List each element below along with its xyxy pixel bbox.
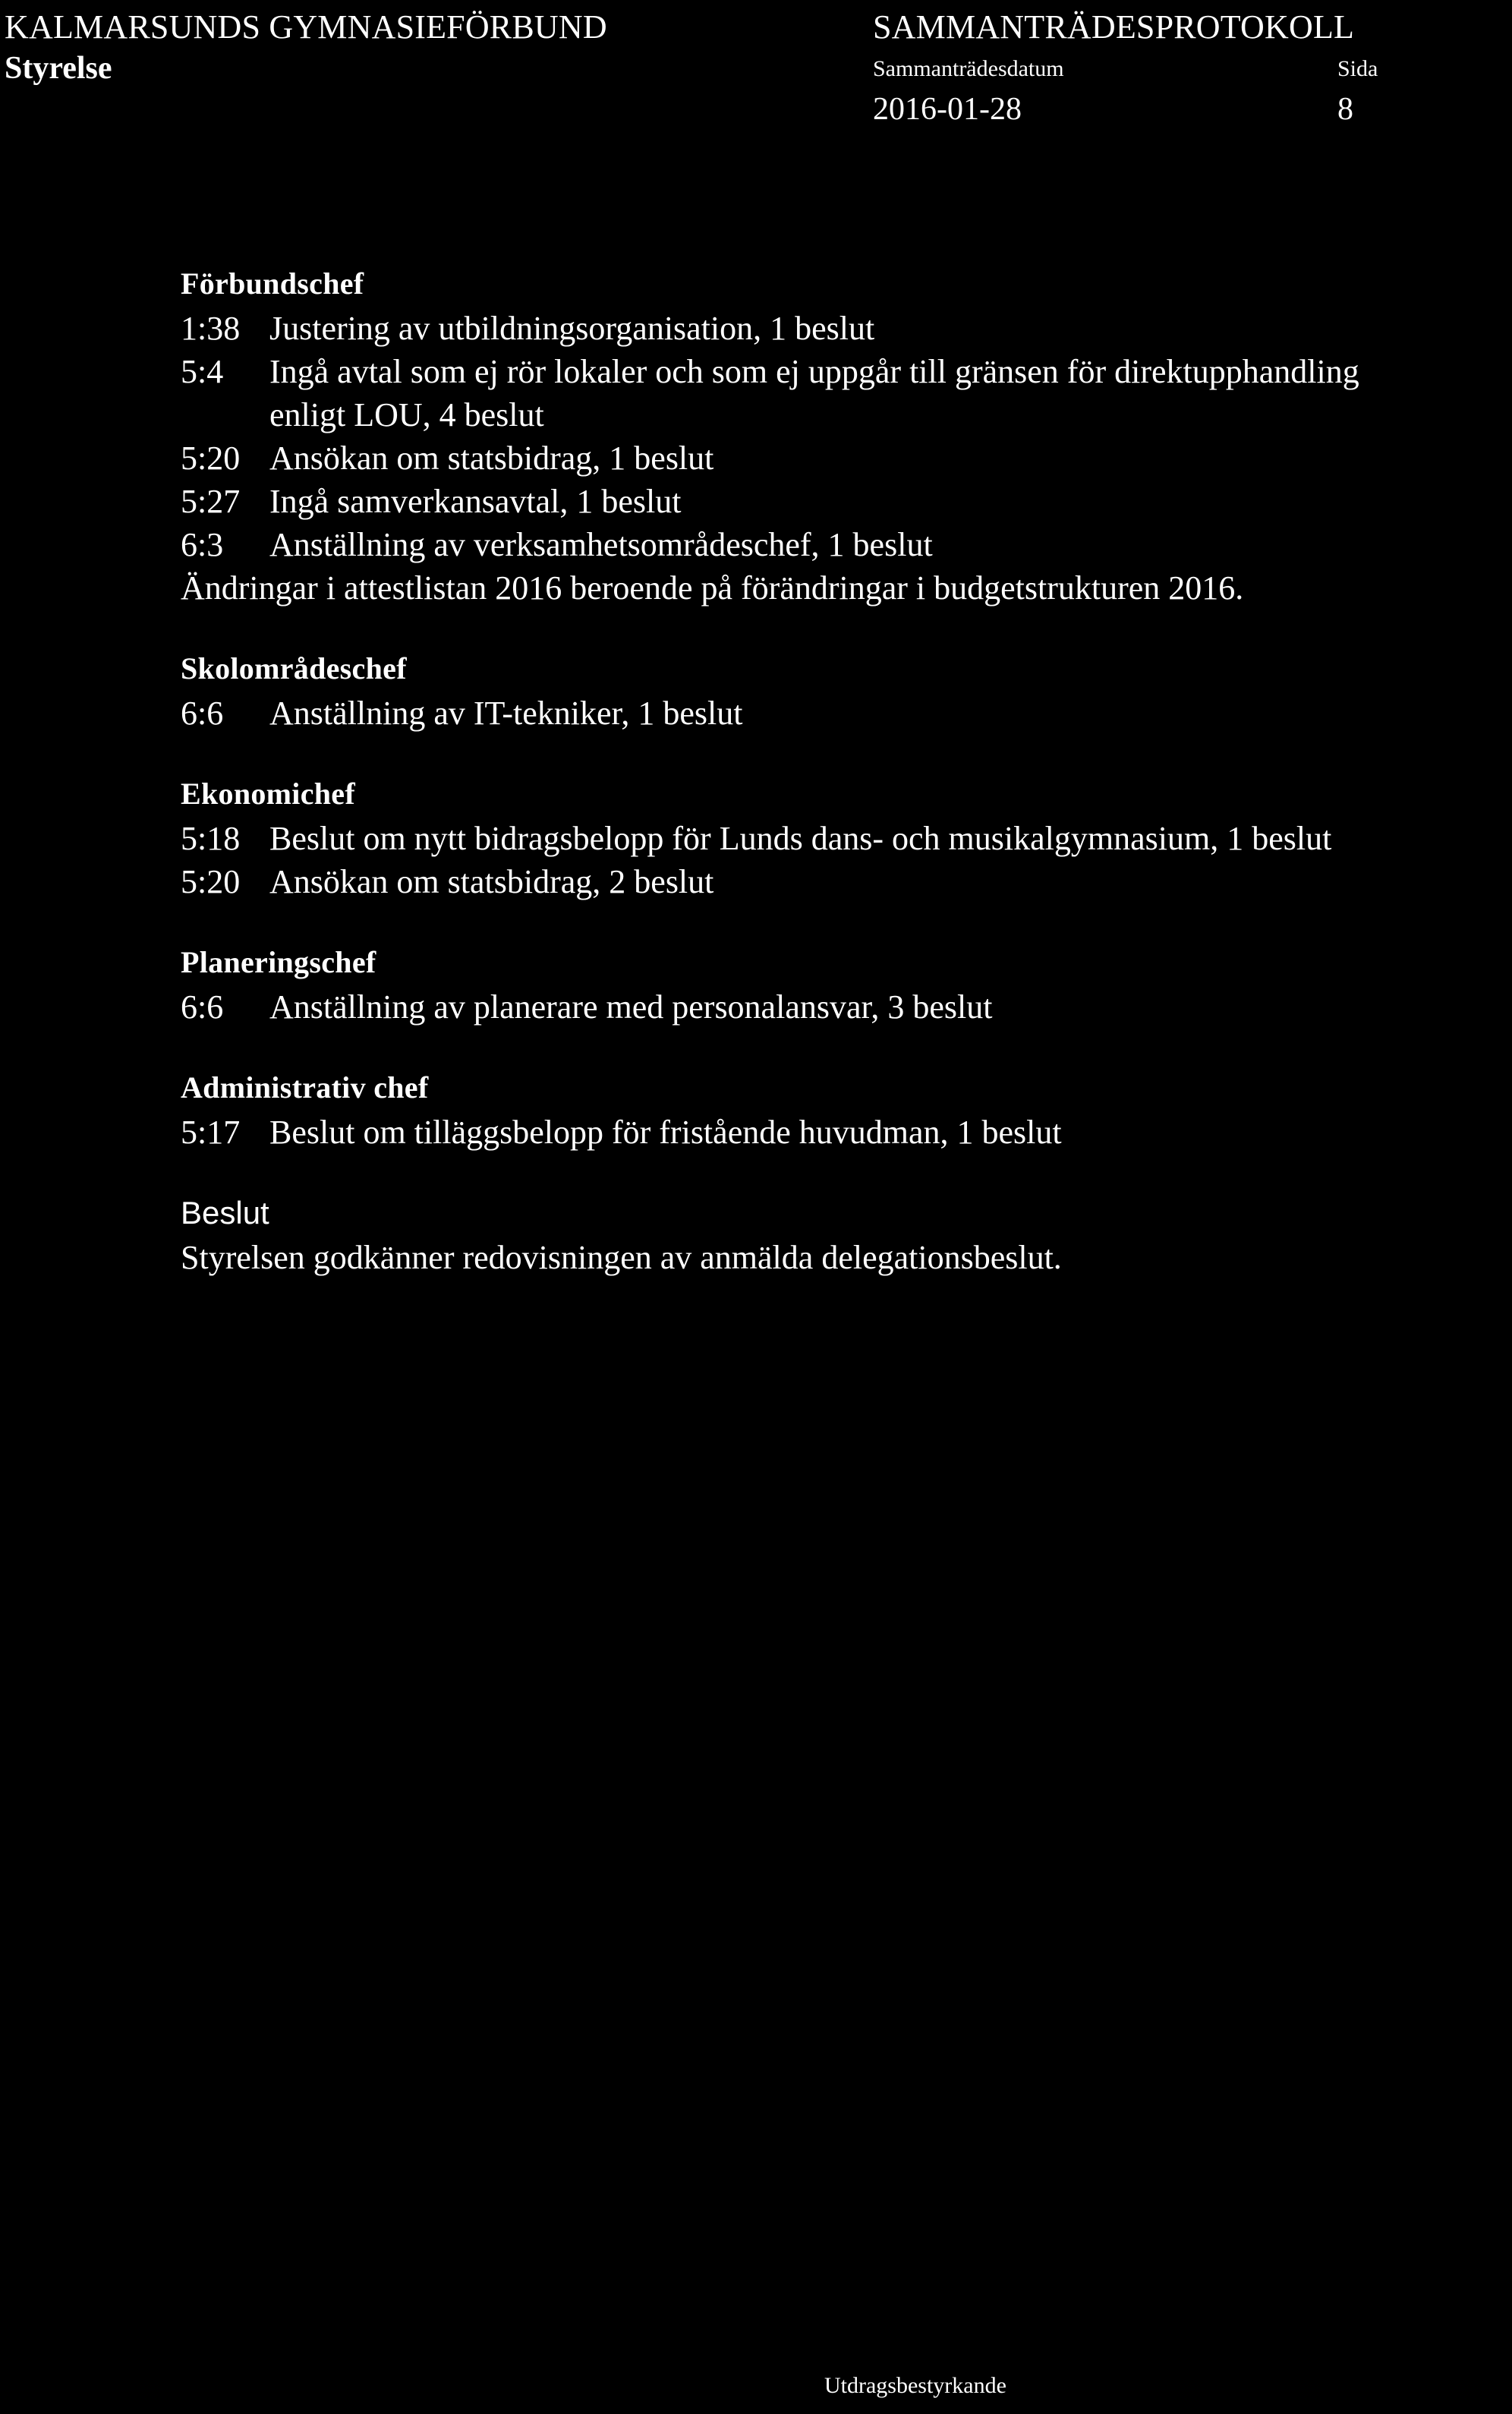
section-skolomradeschef xyxy=(181,646,1512,735)
item-text xyxy=(269,350,1512,436)
item-code: 1:38 xyxy=(181,310,241,347)
item-text: Anställning av verksamhetsområdeschef, 1 beslut xyxy=(269,526,933,563)
item-text: Beslut om tilläggsbelopp för fristående huvudman, 1 beslut xyxy=(269,1114,1062,1151)
item-text: Ingå samverkansavtal, 1 beslut xyxy=(269,483,682,520)
list-item xyxy=(181,480,1512,523)
list-item xyxy=(181,1111,1512,1154)
decision-heading: Beslut xyxy=(181,1195,269,1231)
certification-label: Utdragsbestyrkande xyxy=(824,2373,1006,2398)
item-text: Anställning av planerare med personalansvar, 3 beslut xyxy=(269,988,993,1026)
item-text: Justering av utbildningsorganisation, 1 beslut xyxy=(269,310,875,347)
list-item xyxy=(181,436,1512,480)
item-code: 5:20 xyxy=(181,863,241,900)
list-item xyxy=(181,985,1512,1029)
section-forbundschef xyxy=(181,261,1512,610)
list-item xyxy=(181,307,1512,350)
list-item xyxy=(181,523,1512,566)
section-heading: Ekonomichef xyxy=(181,777,355,811)
item-code: 5:18 xyxy=(181,820,241,857)
item-text-line: enligt LOU, 4 beslut xyxy=(269,396,544,433)
item-code: 5:17 xyxy=(181,1114,241,1151)
item-text-line: Ingå avtal som ej rör lokaler och som ej uppgår till gränsen för direktupphandling xyxy=(269,353,1359,390)
list-item xyxy=(181,860,1512,903)
list-item xyxy=(181,692,1512,735)
section-administrativ-chef xyxy=(181,1065,1512,1154)
section-note: Ändringar i attestlistan 2016 beroende på förändringar i budgetstrukturen 2016. xyxy=(181,569,1244,607)
section-heading: Planeringschef xyxy=(181,945,376,979)
document-type: SAMMANTRÄDESPROTOKOLL xyxy=(873,8,1355,46)
item-code: 5:4 xyxy=(181,353,224,390)
section-heading: Administrativ chef xyxy=(181,1070,429,1105)
item-code: 6:6 xyxy=(181,988,224,1026)
date-label: Sammanträdesdatum xyxy=(873,56,1064,81)
section-heading: Skolområdeschef xyxy=(181,651,407,685)
decision-section xyxy=(181,1190,1512,1279)
section-heading: Förbundschef xyxy=(181,266,364,301)
page-label: Sida xyxy=(1337,56,1378,81)
item-text: Beslut om nytt bidragsbelopp för Lunds dans- och musikalgymnasium, 1 beslut xyxy=(269,820,1332,857)
meeting-date: 2016-01-28 xyxy=(873,92,1022,127)
page-number: 8 xyxy=(1337,92,1353,127)
item-code: 6:6 xyxy=(181,695,224,732)
decision-text: Styrelsen godkänner redovisningen av anmälda delegationsbeslut. xyxy=(181,1239,1062,1276)
item-text: Anställning av IT-tekniker, 1 beslut xyxy=(269,695,743,732)
section-planeringschef xyxy=(181,940,1512,1029)
list-item xyxy=(181,350,1512,436)
protocol-body xyxy=(181,261,1512,1316)
item-text: Ansökan om statsbidrag, 2 beslut xyxy=(269,863,714,900)
unit-name: Styrelse xyxy=(5,51,112,86)
item-code: 6:3 xyxy=(181,526,224,563)
section-ekonomichef xyxy=(181,771,1512,903)
item-code: 5:27 xyxy=(181,483,241,520)
list-item xyxy=(181,817,1512,860)
item-code: 5:20 xyxy=(181,440,241,477)
organisation-name: KALMARSUNDS GYMNASIEFÖRBUND xyxy=(5,8,607,46)
item-text: Ansökan om statsbidrag, 1 beslut xyxy=(269,440,714,477)
